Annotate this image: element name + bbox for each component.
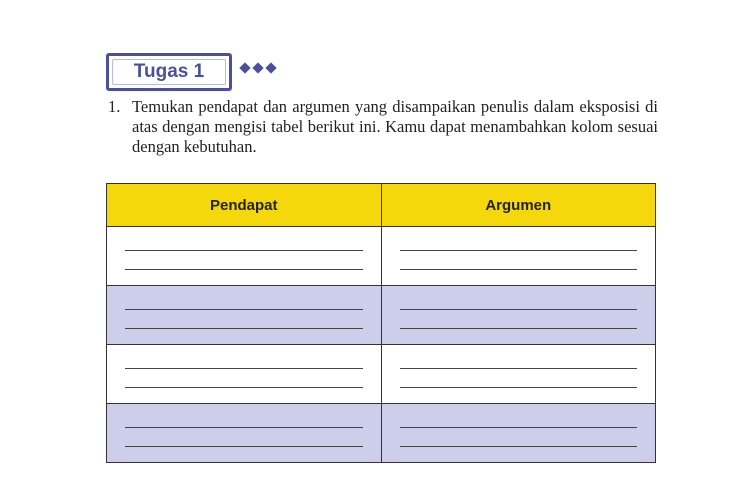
table-row: [107, 227, 656, 286]
answer-line: [400, 309, 638, 310]
answer-table: [106, 183, 656, 463]
answer-cell-pendapat[interactable]: [107, 286, 382, 345]
task-title-box: [106, 53, 232, 91]
answer-line: [400, 387, 638, 388]
answer-cell-argumen[interactable]: [381, 286, 656, 345]
answer-line: [400, 328, 638, 329]
answer-cell-argumen[interactable]: [381, 227, 656, 286]
answer-cell-pendapat[interactable]: [107, 404, 382, 463]
table-row: [107, 286, 656, 345]
answer-line: [400, 250, 638, 251]
column-header-argumen: Argumen: [381, 184, 656, 227]
decorative-diamonds: [241, 64, 275, 72]
answer-line: [400, 368, 638, 369]
question-number: 1.: [108, 97, 121, 116]
answer-line: [125, 328, 363, 329]
task-title: Tugas 1: [133, 61, 205, 82]
table-header-row: [107, 184, 656, 227]
answer-cell-argumen[interactable]: [381, 345, 656, 404]
answer-cell-pendapat[interactable]: [107, 227, 382, 286]
diamond-icon: [252, 62, 263, 73]
answer-cell-argumen[interactable]: [381, 404, 656, 463]
answer-line: [125, 368, 363, 369]
question-text: Temukan pendapat dan argumen yang disampaikan penulis dalam eksposisi di atas dengan mengisi tabel berikut ini. Kamu dapat menambahkan kolom sesuai dengan kebutuhan.: [132, 97, 658, 156]
answer-line: [400, 427, 638, 428]
question-item: [108, 97, 658, 157]
diamond-icon: [239, 62, 250, 73]
table-row: [107, 404, 656, 463]
answer-line: [125, 427, 363, 428]
answer-line: [400, 446, 638, 447]
answer-line: [125, 250, 363, 251]
answer-cell-pendapat[interactable]: [107, 345, 382, 404]
answer-line: [125, 446, 363, 447]
answer-line: [125, 309, 363, 310]
answer-line: [125, 269, 363, 270]
answer-line: [125, 387, 363, 388]
column-header-pendapat: Pendapat: [107, 184, 382, 227]
diamond-icon: [265, 62, 276, 73]
table-row: [107, 345, 656, 404]
answer-line: [400, 269, 638, 270]
